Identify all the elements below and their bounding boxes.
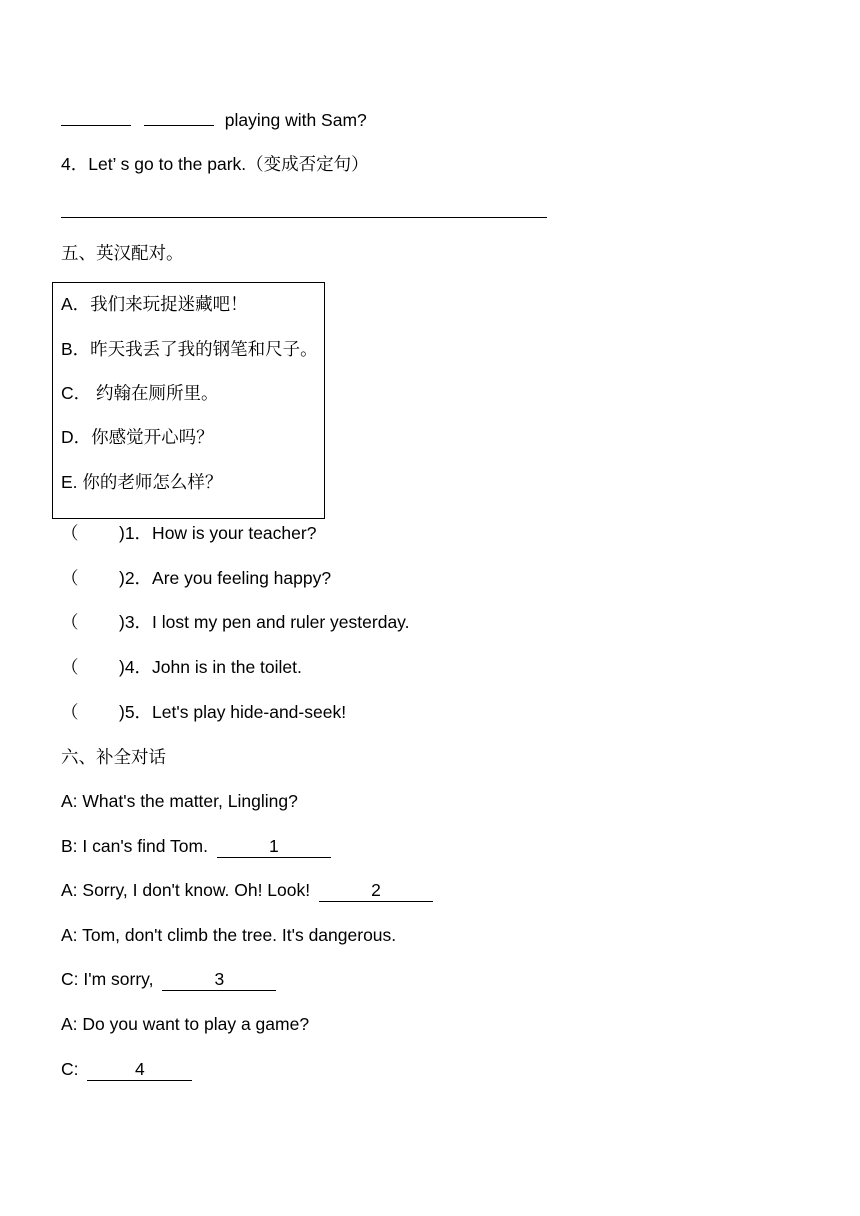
option-e: E. 你的老师怎么样？ — [61, 472, 223, 492]
option-b: B．昨天我丢了我的钢笔和尺子。 — [61, 339, 318, 359]
question-4-answer-line[interactable] — [61, 217, 547, 218]
question-4: 4．Let’ s go to the park.（变成否定句） — [61, 154, 369, 174]
dialogue-line: A: Tom, don't climb the tree. It's dangerous. — [61, 925, 397, 945]
option-c: C． 约翰在厕所里。 — [61, 383, 219, 403]
dialogue-line — [61, 878, 433, 902]
option-a: A．我们来玩捉迷藏吧！ — [61, 294, 248, 314]
match-item-text: )1．How is your teacher? — [119, 523, 317, 543]
match-item-2 — [61, 566, 331, 590]
answer-paren[interactable]: （ — [61, 702, 79, 722]
dialogue-text: B: I can's find Tom. — [61, 836, 213, 856]
match-item-4 — [61, 655, 302, 679]
dialogue-line: A: Do you want to play a game? — [61, 1014, 310, 1034]
match-item-5 — [61, 700, 346, 724]
dialogue-line — [61, 1057, 192, 1081]
section-6-title: 六、补全对话 — [61, 747, 166, 767]
answer-paren[interactable]: （ — [61, 568, 79, 588]
match-item-text: )5．Let's play hide-and-seek! — [119, 702, 347, 722]
match-item-1 — [61, 521, 316, 545]
dialogue-line — [61, 834, 331, 858]
answer-blank[interactable] — [144, 107, 214, 126]
match-item-text: )3．I lost my pen and ruler yesterday. — [119, 612, 410, 632]
answer-blank[interactable] — [61, 107, 131, 126]
match-item-text: )2．Are you feeling happy? — [119, 568, 332, 588]
answer-paren[interactable]: （ — [61, 657, 79, 677]
match-item-text: )4．John is in the toilet. — [119, 657, 302, 677]
answer-paren[interactable]: （ — [61, 523, 79, 543]
dialogue-text: A: Sorry, I don't know. Oh! Look! — [61, 880, 315, 900]
match-item-3 — [61, 610, 410, 634]
blank-1[interactable]: 1 — [217, 835, 331, 858]
dialogue-line: A: What's the matter, Lingling? — [61, 791, 298, 811]
question-3-answer-line — [61, 107, 367, 132]
blank-2[interactable]: 2 — [319, 879, 433, 902]
question-3-tail: playing with Sam? — [224, 110, 367, 130]
dialogue-text: C: I'm sorry, — [61, 969, 159, 989]
blank-4[interactable]: 4 — [87, 1058, 192, 1081]
blank-3[interactable]: 3 — [162, 968, 276, 991]
section-5-title: 五、英汉配对。 — [61, 243, 184, 263]
answer-paren[interactable]: （ — [61, 612, 79, 632]
dialogue-line — [61, 967, 276, 991]
dialogue-text: C: — [61, 1059, 84, 1079]
option-d: D．你感觉开心吗？ — [61, 427, 214, 447]
